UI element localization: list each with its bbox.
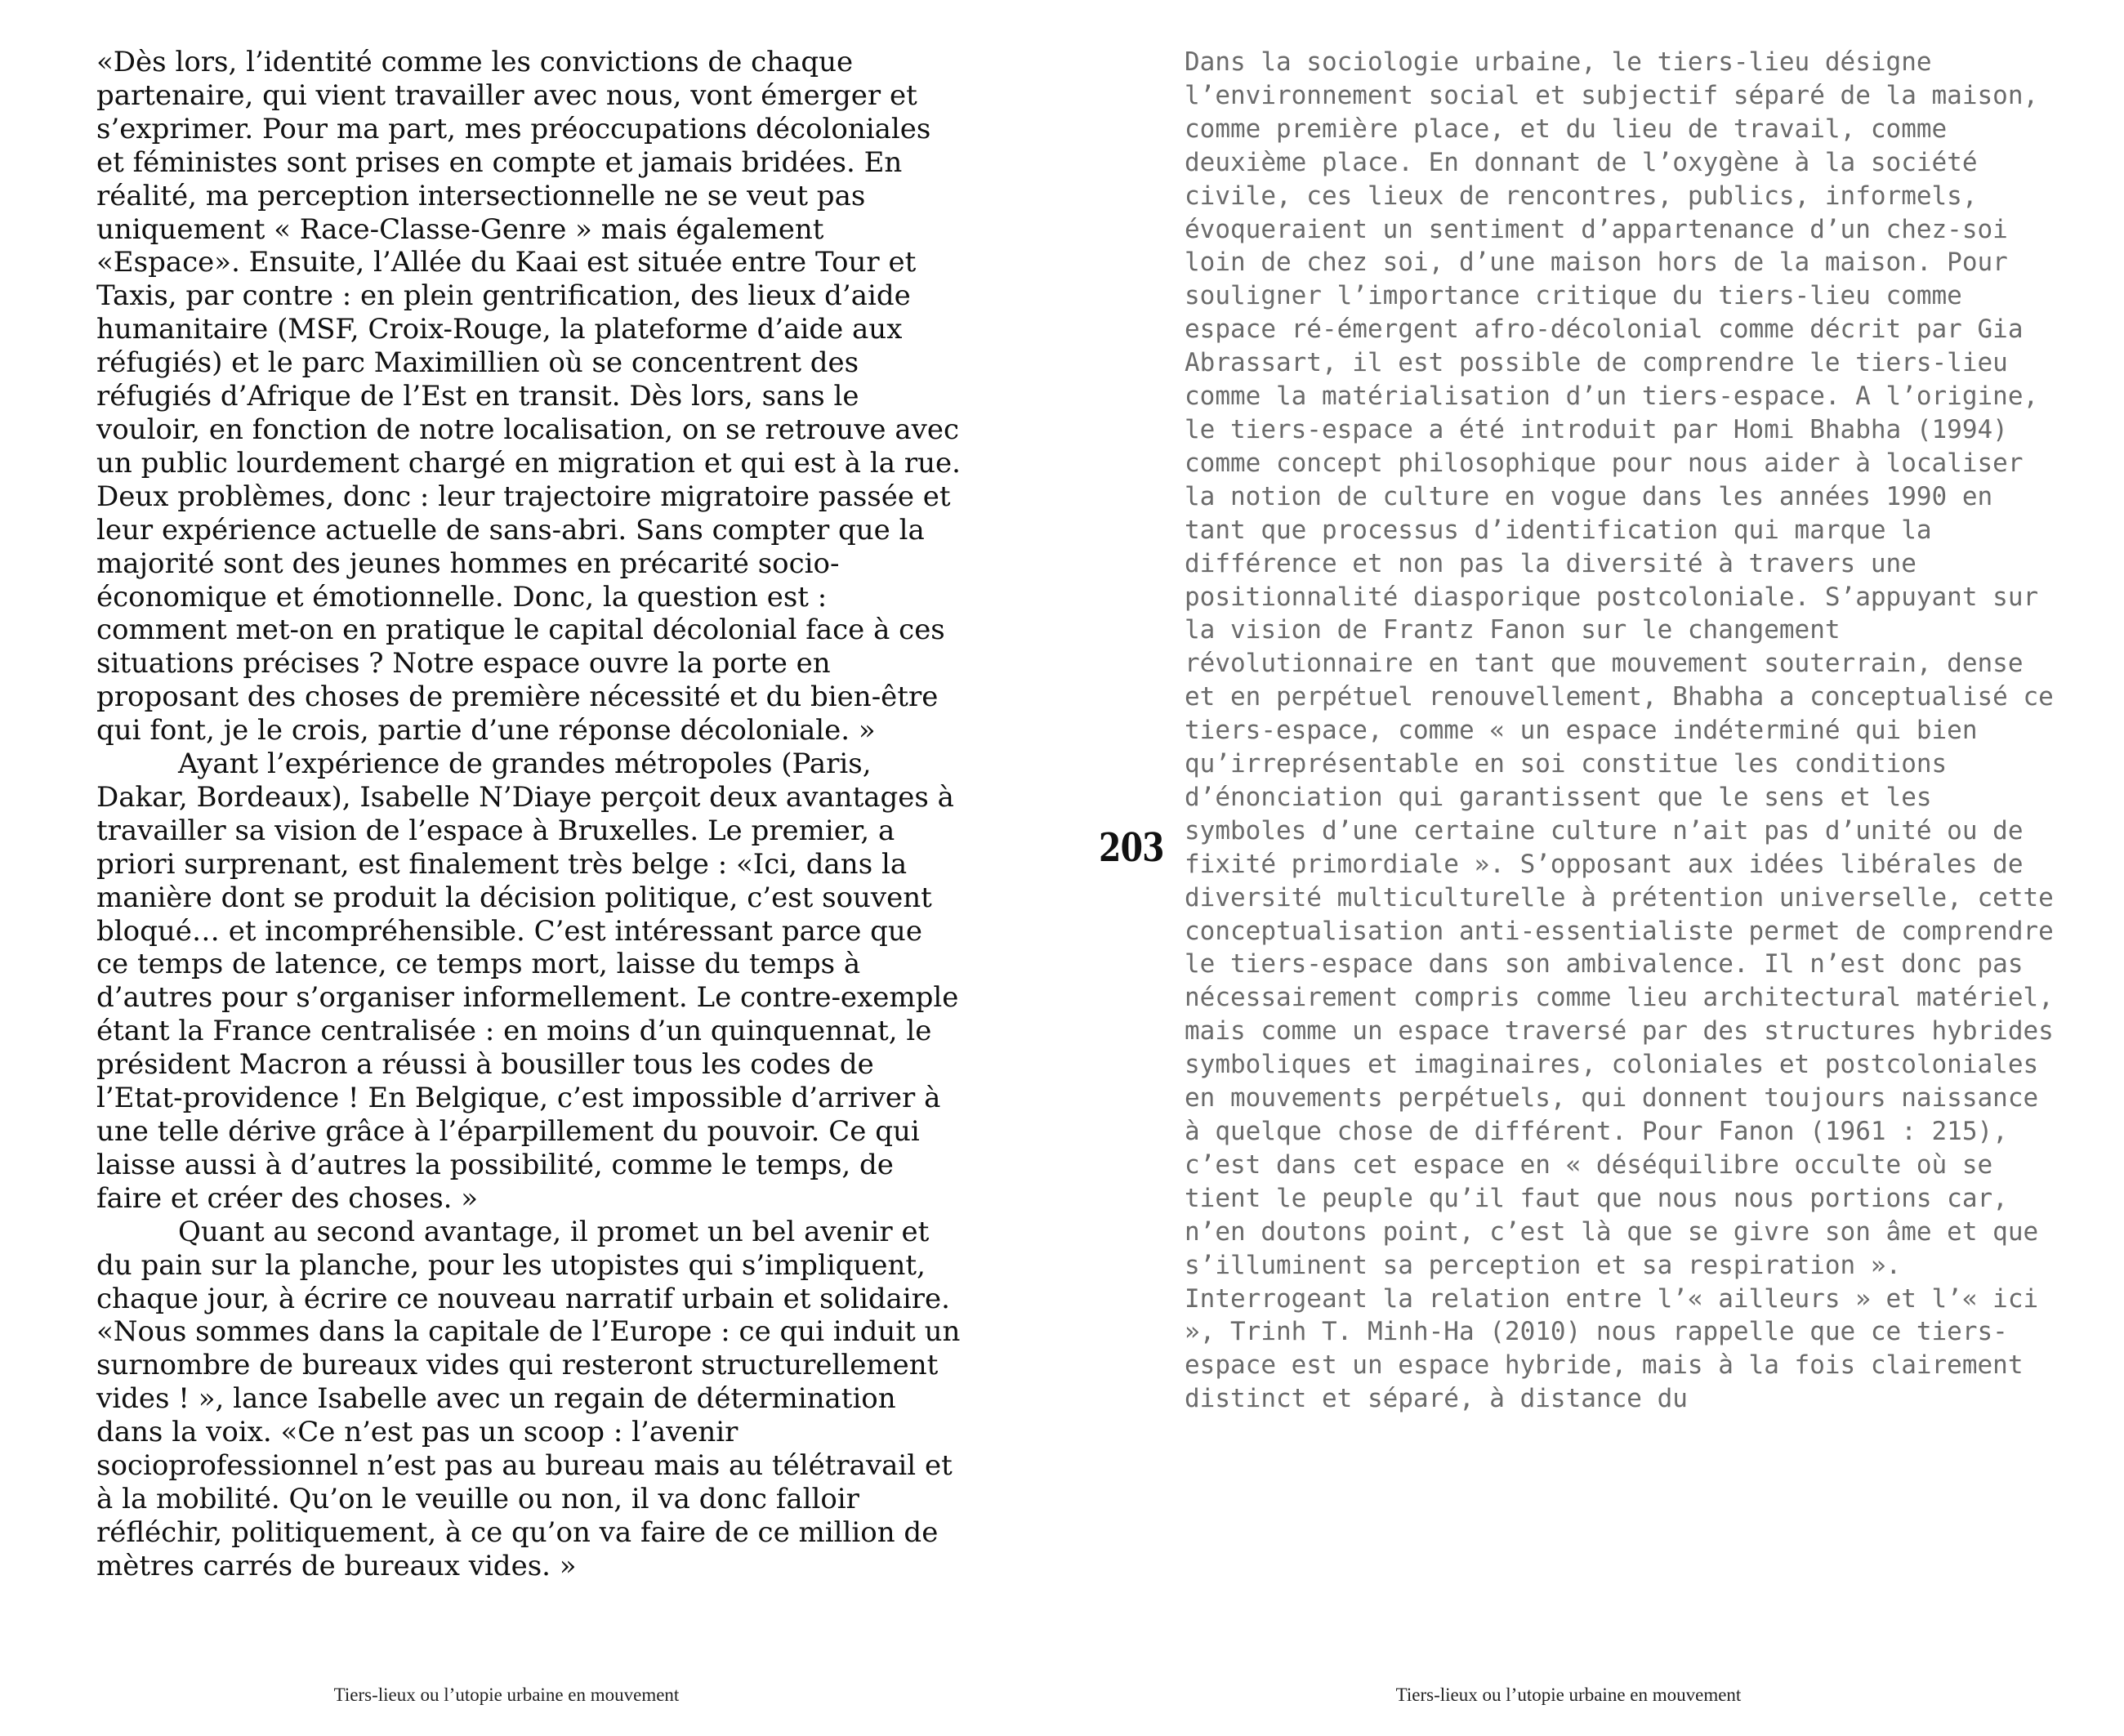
left-paragraph-3: Quant au second avantage, il promet un bel avenir et du pain sur la planche, pour les utopistes qui s’impliquent, chaque jour, à écrire ce nouveau narratif urbain et solidaire. «Nous sommes dans la capitale de l’Europe : ce qui induit un surnombre de bureaux vides qui resteront structurellement vides ! », lance Isabelle avec un regain de détermination dans la voix. «Ce n’est pas un scoop : l’avenir socioprofessionnel n’est pas au bureau mais au télétravail et à la mobilité. Qu’on le veuille ou non, il va donc falloir réfléchir, politiquement, à ce qu’on va faire de ce million de mètres carrés de bureaux vides. » bbox=[96, 1215, 961, 1582]
right-page-body bbox=[1185, 46, 2068, 1416]
right-page-footer: Tiers-lieux ou l’utopie urbaine en mouvement bbox=[1395, 1685, 1742, 1705]
left-page-body bbox=[96, 46, 962, 1583]
right-paragraph-1: Dans la sociologie urbaine, le tiers-lieu désigne l’environnement social et subjectif séparé de la maison, comme première place, et du lieu de travail, comme deuxième place. En donnant de l’oxygène à la société civile, ces lieux de rencontres, publics, informels, évoqueraient un sentiment d’appartenance d’un chez-soi loin de chez soi, d’une maison hors de la maison. Pour souligner l’importance critique du tiers-lieu comme espace ré-émergent afro-décolonial comme décrit par Gia Abrassart, il est possible de comprendre le tiers-lieu comme la matérialisation d’un tiers-espace. A l’origine, le tiers-espace a été introduit par Homi Bhabha (1994) comme concept philosophique pour nous aider à localiser la notion de culture en vogue dans les années 1990 en tant que processus d’identification qui marque la différence et non pas la diversité à travers une positionnalité diasporique postcoloniale. S’appuyant sur la vision de Frantz Fanon sur le changement révolutionnaire en tant que mouvement souterrain, dense et en perpétuel renouvellement, Bhabha a conceptualisé ce tiers-espace, comme « un espace indéterminé qui bien qu’irreprésentable en soi constitue les conditions d’énonciation qui garantissent que le sens et les symboles d’une certaine culture n’ait pas d’unité ou de fixité primordiale ». S’opposant aux idées libérales de diversité multiculturelle à prétention universelle, cette conceptualisation anti-essentialiste permet de comprendre le tiers-espace dans son ambivalence. Il n’est donc pas nécessairement compris comme lieu architectural matériel, mais comme un espace traversé par des structures hybrides symboliques et imaginaires, coloniales et postcoloniales en mouvements perpétuels, qui donnent toujours naissance à quelque chose de différent. Pour Fanon (1961 : 215), c’est dans cet espace en « déséquilibre occulte où se tient le peuple qu’il faut que nous nous portions car, n’en doutons point, c’est là que se givre son âme et que s’illuminent sa perception et sa respiration ». Interrogeant la relation entre l’« ailleurs » et l’« ici », Trinh T. Minh-Ha (2010) nous rappelle que ce tiers-espace est un espace hybride, mais à la fois clairement distinct et séparé, à distance du bbox=[1185, 47, 2054, 1414]
right-page bbox=[1062, 0, 2124, 1736]
left-paragraph-2: Ayant l’expérience de grandes métropoles (Paris, Dakar, Bordeaux), Isabelle N’Diaye perçoit deux avantages à travailler sa vision de l’espace à Bruxelles. Le premier, a priori surprenant, est finalement très belge : «Ici, dans la manière dont se produit la décision politique, c’est souvent bloqué… et incompréhensible. C’est intéressant parce que ce temps de latence, ce temps mort, laisse du temps à d’autres pour s’organiser informellement. Le contre-exemple étant la France centralisée : en moins d’un quinquennat, le président Macron a réussi à bousiller tous les codes de l’Etat-providence ! En Belgique, c’est impossible d’arriver à une telle dérive grâce à l’éparpillement du pouvoir. Ce qui laisse aussi à d’autres la possibilité, comme le temps, de faire et créer des choses. » bbox=[96, 748, 959, 1215]
page-number: 203 bbox=[1099, 825, 1164, 871]
left-page-footer: Tiers-lieux ou l’utopie urbaine en mouvement bbox=[333, 1685, 680, 1705]
left-paragraph-1: «Dès lors, l’identité comme les convictions de chaque partenaire, qui vient travailler avec nous, vont émerger et s’exprimer. Pour ma part, mes préoccupations décoloniales et féministes sont prises en compte et jamais bridées. En réalité, ma perception intersectionnelle ne se veut pas uniquement « Race-Classe-Genre » mais également «Espace». Ensuite, l’Allée du Kaai est située entre Tour et Taxis, par contre : en plein gentrification, des lieux d’aide humanitaire (MSF, Croix-Rouge, la plateforme d’aide aux réfugiés) et le parc Maximillien où se concentrent des réfugiés d’Afrique de l’Est en transit. Dès lors, sans le vouloir, en fonction de notre localisation, on se retrouve avec un public lourdement chargé en migration et qui est à la rue. Deux problèmes, donc : leur trajectoire migratoire passée et leur expérience actuelle de sans-abri. Sans compter que la majorité sont des jeunes hommes en précarité socio-économique et émotionnelle. Donc, la question est : comment met-on en pratique le capital décolonial face à ces situations précises ? Notre espace ouvre la porte en proposant des choses de première nécessité et du bien-être qui font, je le crois, partie d’une réponse décoloniale. » bbox=[96, 46, 961, 748]
